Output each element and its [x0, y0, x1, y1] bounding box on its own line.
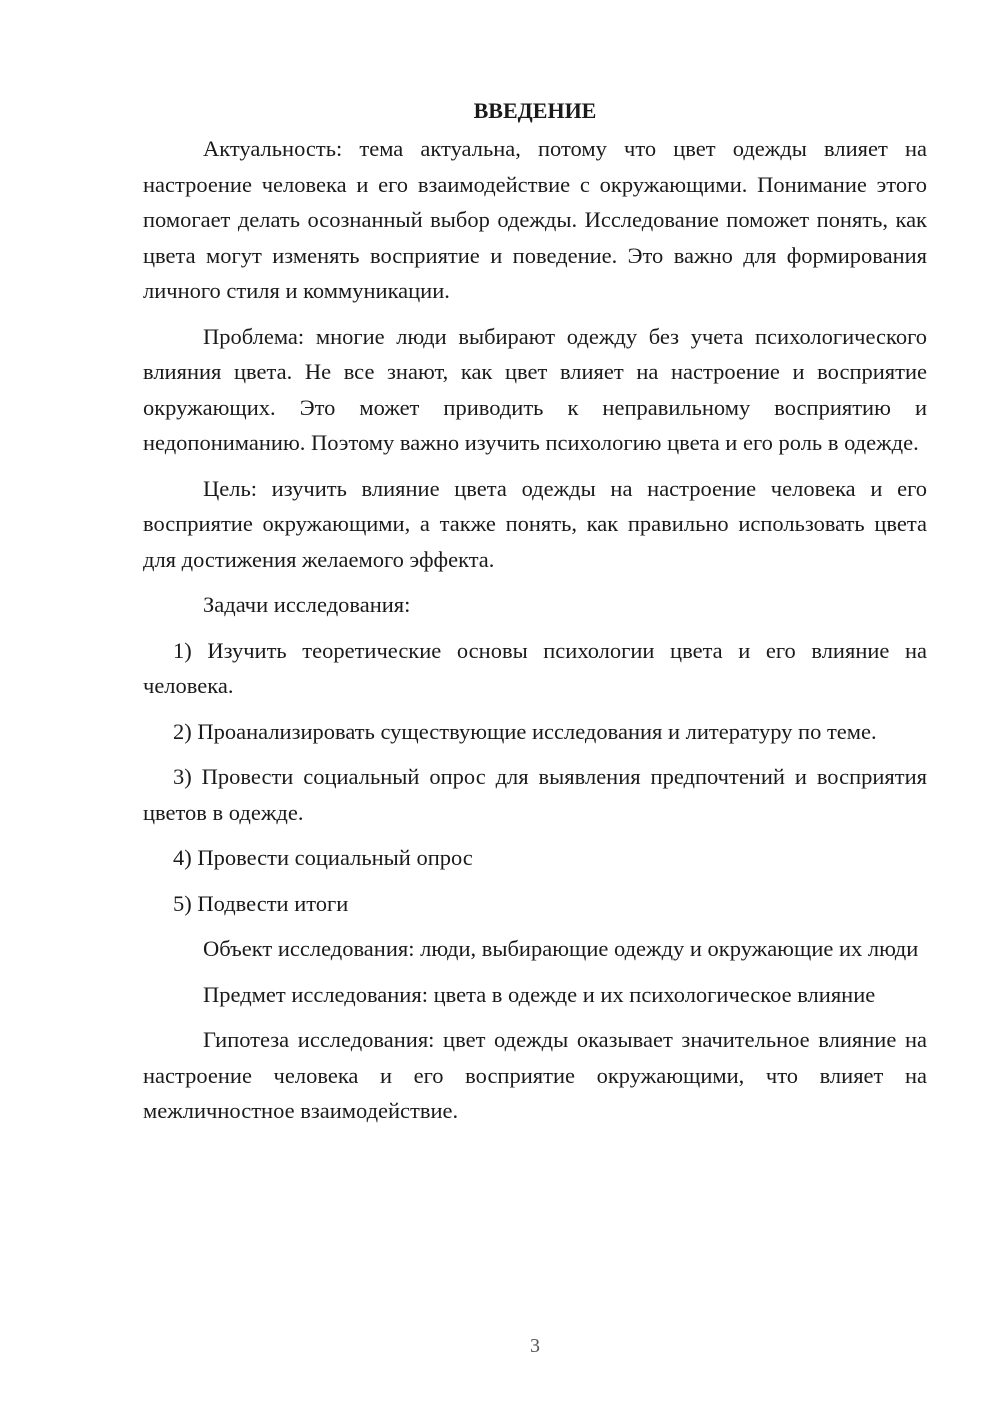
object-paragraph: Объект исследования: люди, выбирающие одежду и окружающие их люди: [203, 936, 919, 961]
task-item-5: 5) Подвести итоги: [173, 890, 349, 916]
task-item-1: 1) Изучить теоретические основы психологии цвета и его влияние на человека.: [143, 637, 927, 698]
page-number: 3: [530, 1335, 540, 1357]
subject-paragraph: Предмет исследования: цвета в одежде и их психологическое влияние: [203, 981, 876, 1007]
task-item-3: 3) Провести социальный опрос для выявления предпочтений и восприятия цветов в одежде.: [143, 764, 927, 825]
task-item-2: 2) Проанализировать существующие исследования и литературу по теме.: [173, 718, 877, 744]
goal-paragraph: Цель: изучить влияние цвета одежды на настроение человека и его восприятие окружающими, а также понять, как правильно использовать цвета для достижения желаемого эффекта.: [143, 475, 927, 572]
page-title: ВВЕДЕНИЕ: [473, 98, 597, 123]
problem-paragraph: Проблема: многие люди выбирают одежду без учета психологического влияния цвета. Не все знают, как цвет влияет на настроение и восприятие окружающих. Это может приводить к неправильному восприятию и недопониманию. Поэтому важно изучить психологию цвета и его роль в одежде.: [143, 323, 927, 455]
task-item-4: 4) Провести социальный опрос: [173, 845, 473, 870]
relevance-paragraph: Актуальность: тема актуальна, потому что цвет одежды влияет на настроение человека и его взаимодействие с окружающими. Понимание этого помогает делать осознанный выбор одежды. Исследование поможет понять, как цвета могут изменять восприятие и поведение. Это важно для формирования личного стиля и коммуникации.: [143, 136, 927, 303]
hypothesis-paragraph: Гипотеза исследования: цвет одежды оказывает значительное влияние на настроение человека и его восприятие окружающими, что влияет на межличностное взаимодействие.: [143, 1027, 927, 1123]
tasks-heading: Задачи исследования:: [203, 592, 411, 617]
page-content: [143, 95, 927, 1139]
